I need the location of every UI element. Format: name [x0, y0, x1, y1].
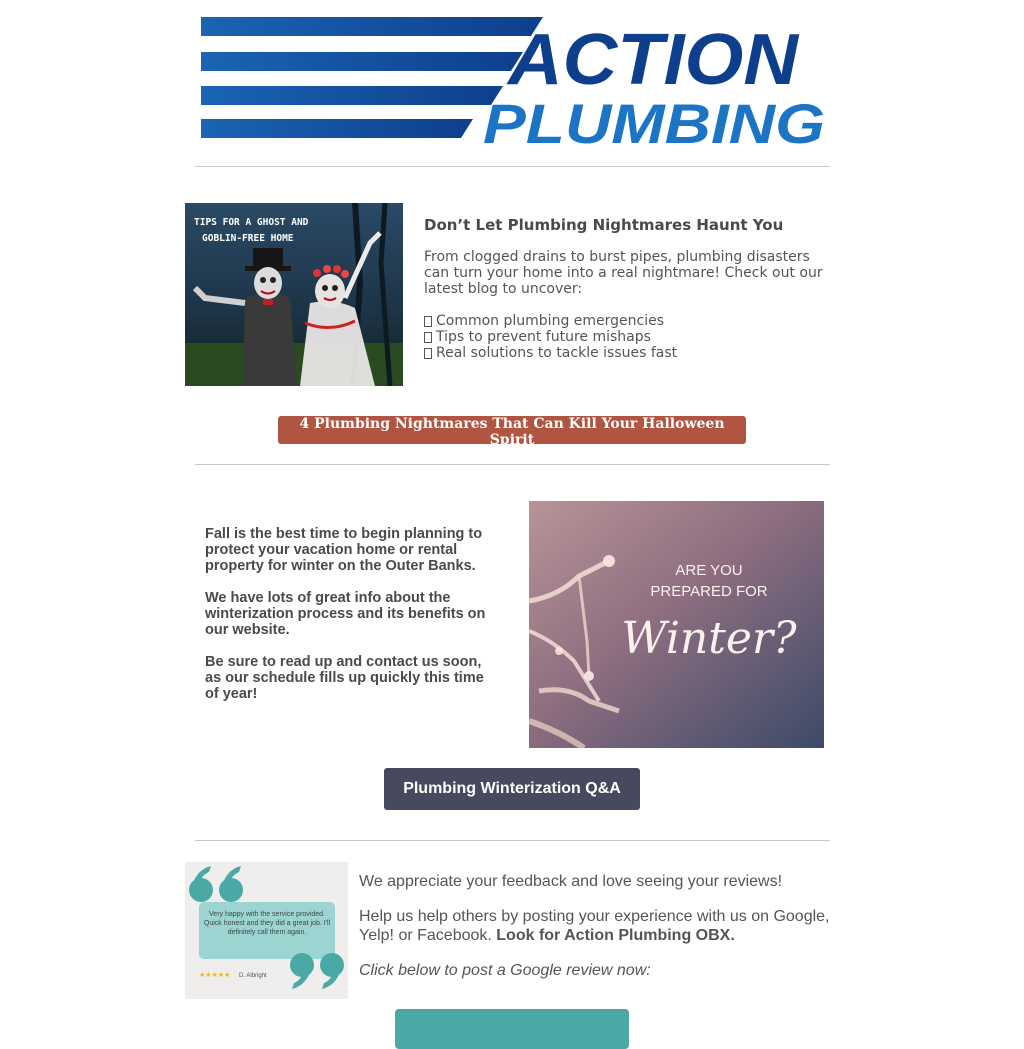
list-item: Real solutions to tackle issues fast — [424, 345, 677, 361]
halloween-image-caption-2: GOBLIN-FREE HOME — [202, 233, 294, 244]
reviews-line-1: We appreciate your feedback and love seeing your reviews! — [359, 873, 783, 890]
open-quote-icon — [189, 866, 243, 902]
reviews-line-3: Click below to post a Google review now: — [359, 962, 651, 979]
bullet-glyph-icon — [424, 348, 432, 359]
winter-image-line-2: PREPARED FOR — [650, 583, 768, 600]
winterization-copy — [205, 526, 497, 718]
winter-image-line-3: Winter? — [621, 613, 797, 664]
halloween-blog-image[interactable] — [185, 203, 403, 386]
bullet-glyph-icon — [424, 316, 432, 327]
review-testimonial-card — [185, 862, 348, 999]
halloween-image-caption-1: TIPS FOR A GHOST AND — [194, 217, 309, 228]
winter-paragraph-1: Fall is the best time to begin planning to protect your vacation home or rental property for winter on the Outer Banks. — [205, 526, 483, 574]
winter-image-line-1: ARE YOU — [675, 562, 743, 579]
logo-word-action: ACTION — [505, 20, 801, 100]
reviews-line-2: Help us help others by posting your experience with us on Google, Yelp! or Facebook. Look for Action Plumbing OBX. — [359, 908, 830, 944]
divider-top — [195, 166, 830, 167]
list-item: Common plumbing emergencies — [424, 313, 677, 329]
list-item: Tips to prevent future mishaps — [424, 329, 677, 345]
halloween-blog-button[interactable]: 4 Plumbing Nightmares That Can Kill Your Halloween Spirit — [278, 416, 746, 444]
winter-prepared-image[interactable] — [529, 501, 824, 748]
logo-word-plumbing: PLUMBING — [483, 92, 825, 148]
reviews-line-2-bold: Look for Action Plumbing OBX. — [496, 927, 735, 944]
review-card-stars: ★★★★★ — [199, 971, 231, 979]
review-card-quote: Very happy with the service provided. Quick honest and they did a great job. I'll definitely call them again. — [203, 911, 331, 936]
divider-1 — [195, 464, 830, 465]
blog-bullet-list — [424, 313, 677, 361]
review-card-author: D. Albright — [239, 973, 267, 979]
blog-title: Don’t Let Plumbing Nightmares Haunt You — [424, 216, 784, 234]
reviews-copy — [359, 872, 834, 996]
divider-2 — [195, 840, 830, 841]
winterization-qa-button[interactable]: Plumbing Winterization Q&A — [384, 768, 640, 810]
blog-intro: From clogged drains to burst pipes, plumbing disasters can turn your home into a real nightmare! Check out our latest blog to uncover: — [424, 249, 823, 297]
bullet-glyph-icon — [424, 332, 432, 343]
winter-paragraph-3: Be sure to read up and contact us soon, as our schedule fills up quickly this time of year! — [205, 654, 484, 702]
google-review-button[interactable] — [395, 1009, 629, 1049]
action-plumbing-logo[interactable] — [198, 14, 828, 148]
winter-paragraph-2: We have lots of great info about the winterization process and its benefits on our website. — [205, 590, 486, 638]
